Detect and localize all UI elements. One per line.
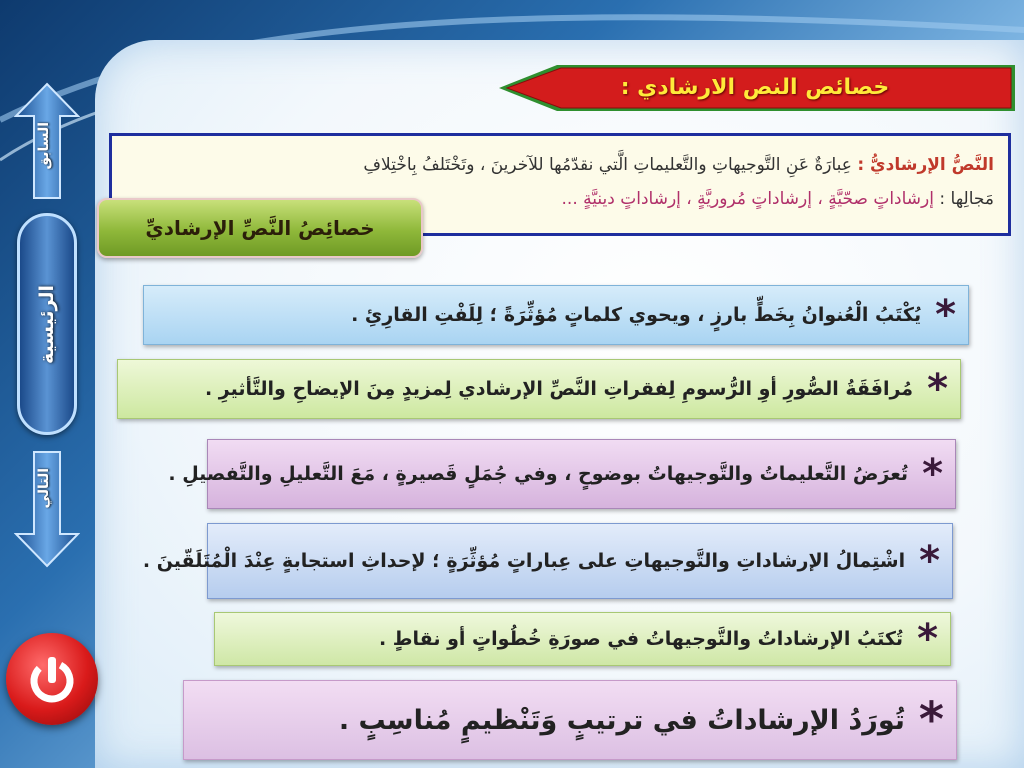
feature-item [143,285,969,345]
feature-text: يُكْتَبُ الْعُنوانُ بِخَطٍّ بارزٍ ، ويحوي كلماتٍ مُؤثِّرَةً ؛ لِلَفْتِ القارِئِ . [351,304,922,326]
feature-item [183,680,957,760]
prev-button[interactable] [14,82,80,200]
prev-label: السابق [36,122,52,170]
feature-item [168,439,956,509]
feature-item [214,612,951,666]
feature-text: تُعرَضُ التَّعليماتُ والتَّوجيهاتُ بوضوحٍ ، وفي جُمَلٍ قَصيرةٍ ، مَعَ التَّعليلِ والتَّفصيلِ . [168,463,909,485]
home-button[interactable] [17,213,77,435]
star-icon: * [917,616,938,662]
feature-text: اشْتِمالُ الإرشاداتِ والتَّوجيهاتِ على عِباراتٍ مُؤثِّرَةٍ ؛ لإحداثِ استجابةٍ عِنْدَ الْمُتَلَقّينَ . [142,550,906,572]
feature-text: تُورَدُ الإرشاداتُ في ترتيبٍ وَتَنْظيمٍ مُناسِبٍ . [338,704,905,736]
page-title: خصائص النص الارشادي : [620,75,890,100]
home-label: الرئيسية [36,284,58,364]
definition-term: النَّصُّ الإرشاديُّ : [857,155,994,175]
next-label: التالي [36,468,52,509]
feature-text: تُكتَبُ الإرشاداتُ والتَّوجيهاتُ في صورَةِ خُطُواتٍ أو نقاطٍ . [378,628,904,650]
star-icon: * [927,366,948,412]
power-icon [26,653,78,705]
star-icon: * [922,451,943,497]
definition-text: عِبارَةٌ عَنِ التَّوجيهاتِ والتَّعليماتِ الَّتي نقدّمُها للآخرينَ ، وتَخْتَلفُ بِاخْتِلافِ [363,155,858,175]
exit-button[interactable] [6,633,98,725]
feature-item [142,523,953,599]
definition-examples: إرشاداتٍ صحّيَّةٍ ، إرشاداتٍ مُروريَّةٍ ، إرشاداتٍ دينيَّةٍ ... [561,189,934,209]
feature-text: مُرافَقَةُ الصُّورِ أوِ الرُّسومِ لِفقراتِ النَّصِّ الإرشادي لِمزيدٍ مِنَ الإيضاحِ والتَّأثيرِ . [204,378,914,400]
section-label: خصائِصُ النَّصِّ الإرشاديِّ [97,198,423,258]
star-icon: * [919,538,940,584]
feature-item [117,359,961,419]
star-icon: * [918,692,944,748]
star-icon: * [935,292,956,338]
next-button[interactable] [14,450,80,568]
definition-lead: مَجالِها : [934,189,994,209]
definition-line-1 [126,148,994,182]
